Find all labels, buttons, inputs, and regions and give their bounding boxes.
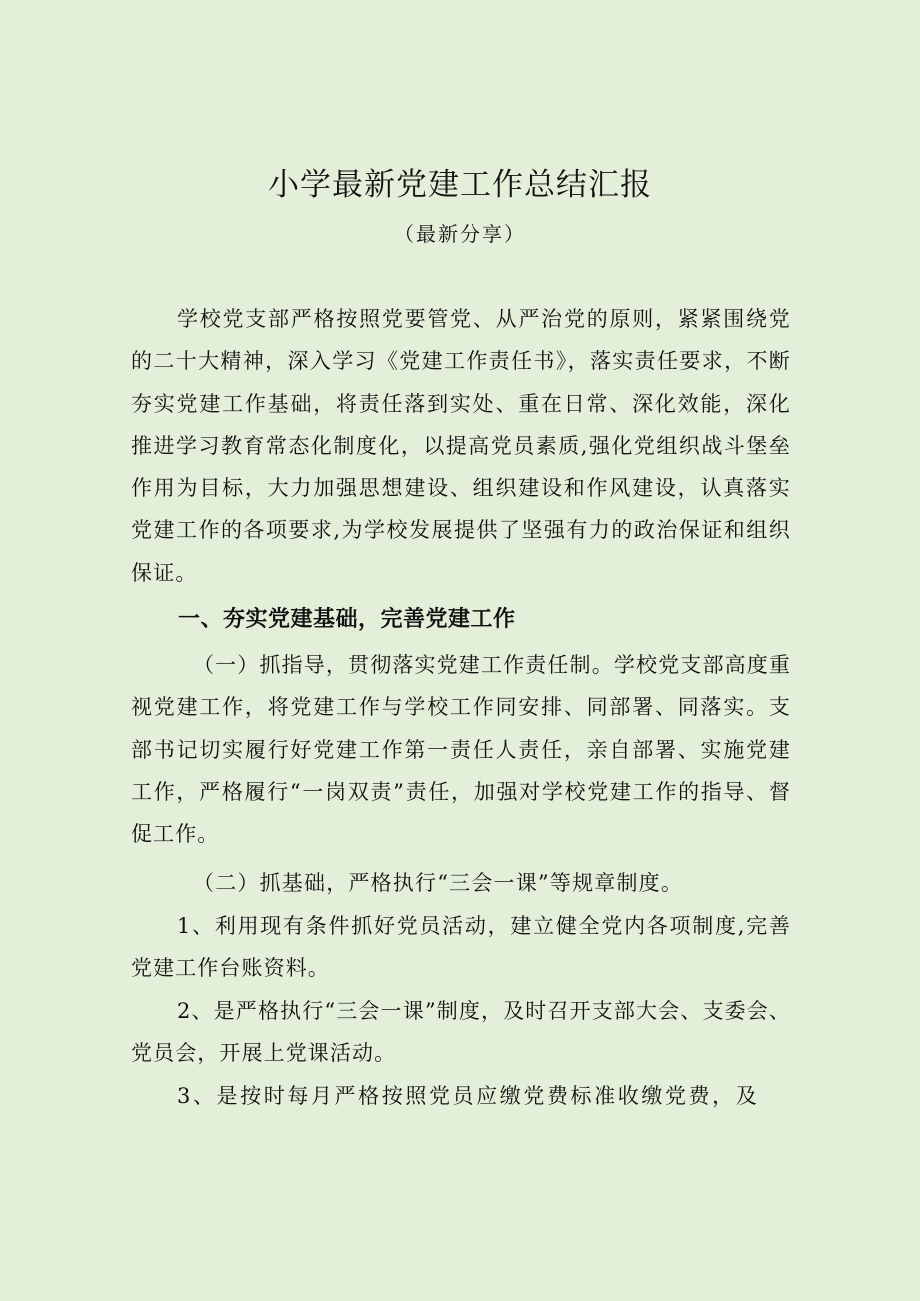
subsection-1-paragraph: （一）抓指导，贯彻落实党建工作责任制。学校党支部高度重视党建工作，将党建工作与学校工作同安排、同部署、同落实。支部书记切实履行好党建工作第一责任人责任，亲自部署、实施党建工作，严格履行“一岗双责”责任，加强对学校党建工作的指导、督促工作。: [131, 653, 791, 847]
document-title: 小学最新党建工作总结汇报: [268, 167, 652, 203]
subsection-2-paragraph: （二）抓基础，严格执行“三会一课”等规章制度。: [193, 871, 684, 895]
intro-paragraph: 学校党支部严格按照党要管党、从严治党的原则，紧紧围绕党的二十大精神，深入学习《党建工作责任书》，落实责任要求，不断夯实党建工作基础，将责任落到实处、重在日常、深化效能，深化推进学习教育常态化制度化，以提高党员素质,强化党组织战斗堡垒作用为目标，大力加强思想建设、组织建设和作风建设，认真落实党建工作的各项要求,为学校发展提供了坚强有力的政治保证和组织保证。: [131, 307, 791, 585]
document-subtitle: （最新分享）: [394, 222, 526, 246]
section-heading-1: 一、夯实党建基础，完善党建工作: [178, 607, 516, 632]
point-2-paragraph: 2、是严格执行“三会一课”制度，及时召开支部大会、支委会、党员会，开展上党课活动。: [131, 999, 791, 1066]
point-1-paragraph: 1、利用现有条件抓好党员活动，建立健全党内各项制度,完善党建工作台账资料。: [131, 914, 791, 981]
point-3-paragraph: 3、是按时每月严格按照党员应缴党费标准收缴党费，及: [177, 1084, 760, 1108]
